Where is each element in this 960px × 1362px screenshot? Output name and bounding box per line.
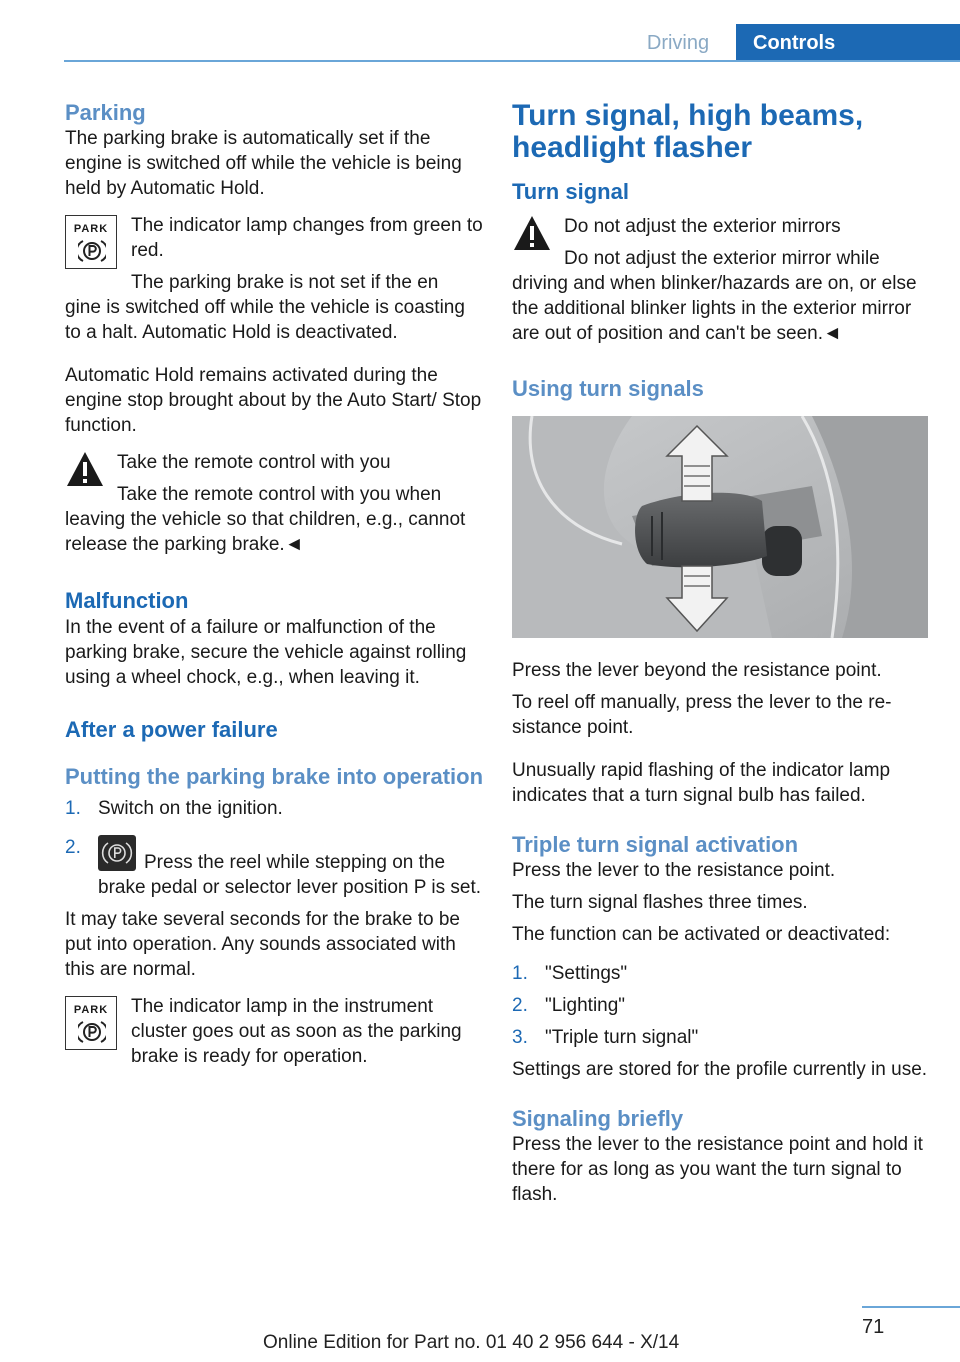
- remote-warning-title: Take the remote control with you: [117, 452, 391, 473]
- mirror-warning-block: [512, 214, 932, 271]
- turn-signal-lever-image: [512, 416, 928, 638]
- park-icon-label: PARK: [73, 1004, 109, 1016]
- remote-warning-text-a: Take the remote control with you when: [117, 484, 442, 505]
- seconds-paragraph: It may take several seconds for the brake to be put into operation. Any sounds associated with this are normal.: [65, 909, 460, 980]
- triple-paragraph-2: The turn signal flashes three times.: [512, 892, 808, 913]
- list-item: [65, 835, 485, 900]
- settings-stored-paragraph: Settings are stored for the profile currently in use.: [512, 1059, 928, 1080]
- park-p-symbol-icon: [78, 1019, 106, 1045]
- cluster-indicator-block: [65, 994, 485, 1069]
- list-item-number: 1.: [512, 963, 528, 984]
- left-column: [65, 100, 485, 1069]
- list-item-number: 1.: [65, 798, 81, 819]
- signaling-briefly-heading: Signaling briefly: [512, 1106, 684, 1131]
- park-indicator-block: [65, 213, 485, 295]
- list-item: [512, 993, 932, 1018]
- header-section-driving: Driving: [646, 32, 710, 54]
- list-item: [512, 1025, 932, 1050]
- parking-heading: Parking: [65, 100, 146, 125]
- remote-warning-block: [65, 450, 485, 507]
- warning-triangle-icon: [65, 450, 105, 488]
- turn-signal-lever-illustration: [512, 416, 928, 638]
- parking-paragraph: The parking brake is automatically set if the engine is switched off while the vehicle is being held by Automatic Hold.: [65, 128, 462, 199]
- list-item-text: Switch on the ignition.: [98, 798, 283, 819]
- list-item-number: 2.: [65, 837, 81, 858]
- reel-off-paragraph: To reel off manually, press the lever to the resistance point.: [512, 692, 892, 738]
- triple-turn-signal-heading: Triple turn signal activation: [512, 832, 799, 857]
- triple-paragraph-3: The function can be activated or deactivated:: [512, 924, 891, 945]
- remote-warning-text-b: leaving the vehicle so that children, e.g., cannot release the parking brake.◄: [65, 509, 466, 555]
- park-brake-icon: [65, 996, 117, 1050]
- list-item-text: Press the reel while stepping on the brake pedal or selector lever position P is set.: [98, 852, 482, 898]
- page-header: [0, 0, 960, 64]
- header-rule: [64, 60, 960, 62]
- warning-triangle-icon: [512, 214, 552, 252]
- signaling-briefly-paragraph: Press the lever to the resistance point and hold it there for as long as you want the turn signal to flash.: [512, 1134, 923, 1205]
- cluster-paragraph: The indicator lamp in the instrument cluster goes out as soon as the parking brake is ready for operation.: [131, 996, 462, 1067]
- turn-signal-heading: Turn signal: [512, 179, 629, 204]
- indicator-green-red: The indicator lamp changes from green to red.: [131, 215, 483, 261]
- putting-into-operation-heading: Putting the parking brake into operation: [65, 764, 484, 789]
- mirror-warning-text-a: Do not adjust the exterior mirror while: [564, 248, 880, 269]
- park-p-symbol-icon: [78, 238, 106, 264]
- mirror-warning-title: Do not adjust the exterior mirrors: [564, 216, 841, 237]
- list-item-text: "Settings": [545, 963, 628, 984]
- settings-menu-steps-list: [512, 961, 932, 1050]
- right-column: [512, 100, 932, 1207]
- turn-signal-main-heading: Turn signal, high beams, headlight flasher: [512, 99, 864, 164]
- list-item: [65, 796, 485, 821]
- power-failure-heading: After a power failure: [65, 717, 278, 742]
- page-number: 71: [862, 1316, 885, 1338]
- header-chapter-controls: Controls: [736, 24, 960, 62]
- indicator-not-set-b: gine is switched off while the vehicle is coasting to a halt. Automatic Hold is deactivated.: [65, 297, 465, 343]
- parking-brake-reel-icon: [98, 835, 136, 871]
- triple-paragraph-1: Press the lever to the resistance point.: [512, 860, 836, 881]
- list-item-number: 2.: [512, 995, 528, 1016]
- park-icon-label: PARK: [73, 223, 109, 235]
- indicator-not-set-a: The parking brake is not set if the en: [131, 272, 439, 293]
- mirror-warning-text-b: driving and when blinker/hazards are on, or else the additional blinker lights in the exterior mirror are out of position and can't be seen.◄: [512, 273, 917, 344]
- auto-hold-paragraph: Automatic Hold remains activated during the engine stop brought about by the Auto Start/ Stop function.: [65, 365, 482, 436]
- using-turn-signals-heading: Using turn signals: [512, 376, 704, 401]
- operation-steps-list: [65, 796, 485, 900]
- footer-edition: Online Edition for Part no. 01 40 2 956 644 - X/14: [263, 1332, 680, 1353]
- list-item-text: "Lighting": [545, 995, 626, 1016]
- footer-rule: [862, 1306, 960, 1308]
- press-beyond-paragraph: Press the lever beyond the resistance point.: [512, 660, 882, 681]
- list-item-number: 3.: [512, 1027, 528, 1048]
- rapid-flash-paragraph: Unusually rapid flashing of the indicator lamp indicates that a turn signal bulb has failed.: [512, 760, 891, 806]
- list-item: [512, 961, 932, 986]
- park-brake-icon: [65, 215, 117, 269]
- malfunction-heading: Malfunction: [65, 588, 189, 613]
- list-item-text: "Triple turn signal": [545, 1027, 699, 1048]
- malfunction-paragraph: In the event of a failure or malfunction of the parking brake, secure the vehicle against rolling using a wheel chock, e.g., when leaving it.: [65, 617, 467, 688]
